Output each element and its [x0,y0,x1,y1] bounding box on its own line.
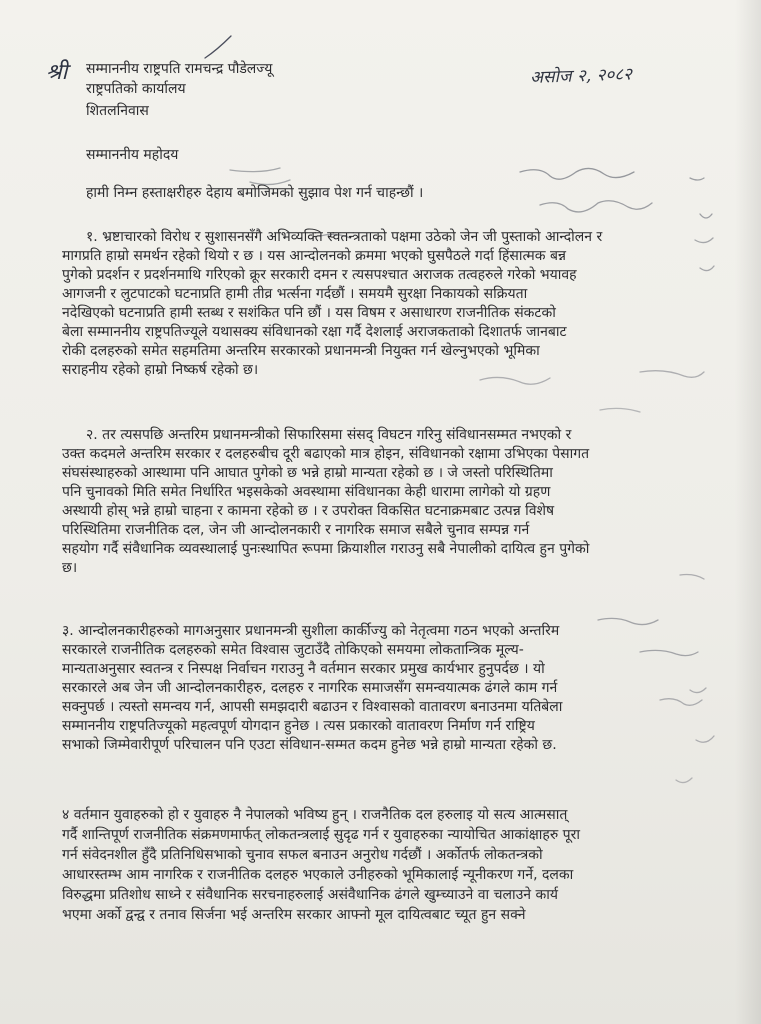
paragraph-line: अस्थायी होस् भन्ने हाम्रो चाहना र कामना रहेको छ । र उपरोक्त विकसित घटनाक्रमबाट उत्पन्न विशेष [62,503,555,519]
paragraph-line: उक्त कदमले अन्तरिम सरकार र दलहरुबीच दूरी बढाएको मात्र होइन, संविधानको रक्षामा उभिएका पेसागत [62,446,590,462]
paragraph-line: सरकारले अब जेन जी आन्दोलनकारीहरु, दलहरु र नागरिक समाजसँग समन्वयात्मक ढंगले काम गर्न [62,680,558,696]
paragraph-line: सरकारले राजनीतिक दलहरुको समेत विश्वास जुटाउँदै तोकिएको समयमा लोकतान्त्रिक मूल्य- [62,642,524,658]
paragraph-line: सराहनीय रहेको हाम्रो निष्कर्ष रहेको छ। [62,362,259,378]
paragraph-line: विरुद्धमा प्रतिशोध साध्ने र संवैधानिक सरचनाहरुलाई असंवैधानिक ढंगले खुम्च्याउने वा चलाउने कार्य [62,887,559,903]
recipient-location: शितलनिवास [86,103,149,119]
paragraph-line: गर्न संवेदनशील हुँदै प्रतिनिधिसभाको चुनाव सफल बनाउन अनुरोध गर्दछौं । अर्कोतर्फ लोकतन्त्रको [62,847,543,863]
letter-date: असोज २, २०८२ [529,64,633,88]
paragraph-line: मान्यताअनुसार स्वतन्त्र र निस्पक्ष निर्वाचन गराउनु नै वर्तमान सरकार प्रमुख कार्यभार हुनुपर्दछ । यो [62,661,545,677]
paragraph-line: ३. आन्दोलनकारीहरुको मागअनुसार प्रधानमन्त्री सुशीला कार्कीज्यु को नेतृत्वमा गठन भएको अन्तरिम [62,623,560,639]
paragraph-line: बेला सम्माननीय राष्ट्रपतिज्यूले यथासक्य संविधानको रक्षा गर्दै देशलाई अराजकताको दिशातर्फ जानबाट [62,324,567,340]
paragraph-line: २. तर त्यसपछि अन्तरिम प्रधानमन्त्रीको सिफारिसमा संसद् विघटन गरिनु संविधानसम्मत नभएको र [86,427,572,443]
handwritten-salutation-mark: श्री [46,60,68,85]
paragraph-line: पनि चुनावको मिति समेत निर्धारित भइसकेको अवस्थामा संविधानका केही धारामा लागेको यो ग्रहण [62,484,551,500]
paragraph-line: १. भ्रष्टाचारको विरोध र सुशासनसँगै अभिव्यक्ति स्वतन्त्रताको पक्षमा उठेको जेन जी पुस्ताको आन्दोलन र [86,229,603,245]
recipient-office: राष्ट्रपतिको कार्यालय [86,81,186,97]
paragraph-line: मागप्रति हाम्रो समर्थन रहेको थियो र छ । यस आन्दोलनको क्रममा भएको घुसपैठले गर्दा हिंसात्मक बन्न [62,248,566,264]
paragraph-line: सहयोग गर्दै संवैधानिक व्यवस्थालाई पुनःस्थापित रूपमा क्रियाशील गराउनु सबै नेपालीको दायित्व हुन पुगेको [62,541,590,557]
recipient-name: सम्माननीय राष्ट्रपति रामचन्द्र पौडेलज्यू [86,61,273,77]
intro-line: हामी निम्न हस्ताक्षरीहरु देहाय बमोजिमको सुझाव पेश गर्न चाहन्छौं । [86,185,424,201]
paragraph-line: भएमा अर्को द्वन्द्व र तनाव सिर्जना भई अन्तरिम सरकार आफ्नो मूल दायित्वबाट च्यूत हुन सक्ने [62,907,526,923]
paragraph-line: छ। [62,560,78,576]
paragraph-line: सभाको जिम्मेवारीपूर्ण परिचालन पनि एउटा संविधान-सम्मत कदम हुनेछ भन्ने हाम्रो मान्यता रहेको छ. [62,737,557,753]
paragraph-line: गर्दै शान्तिपूर्ण राजनीतिक संक्रमणमार्फत् लोकतन्त्रलाई सुदृढ गर्न र युवाहरुका न्यायोचित आकांक्षाहरु पूरा [62,827,580,843]
paragraph-line: आधारस्तम्भ आम नागरिक र राजनीतिक दलहरु भएकाले उनीहरुको भूमिकालाई न्यूनीकरण गर्ने, दलका [62,867,574,883]
paragraph-line: रोकी दलहरुको समेत सहमतिमा अन्तरिम सरकारको प्रधानमन्त्री नियुक्त गर्न खेल्नुभएको भूमिका [62,343,540,359]
paragraph-line: परिस्थितिमा राजनीतिक दल, जेन जी आन्दोलनकारी र नागरिक समाज सबैले चुनाव सम्पन्न गर्न [62,522,530,538]
paragraph-line: सक्नुपर्छ । त्यस्तो समन्वय गर्न, आपसी समझदारी बढाउन र विश्वासको वातावरण बनाउनमा यतिबेला [62,699,563,715]
paragraph-line: ४ वर्तमान युवाहरुको हो र युवाहरु नै नेपालको भविष्य हुन् । राजनैतिक दल हरुलाइ यो सत्य आत्मसात् [62,807,568,823]
page-shadow [735,0,761,1024]
salutation: सम्माननीय महोदय [86,147,179,163]
paragraph-line: नदेखिएको घटनाप्रति हामी स्तब्ध र सशंकित पनि छौं । यस विषम र असाधारण राजनीतिक संकटको [62,305,556,321]
paragraph-line: सम्माननीय राष्ट्रपतिज्यूको महत्वपूर्ण योगदान हुनेछ । त्यस प्रकारको वातावरण निर्माण गर्न राष्ट्रिय [62,718,535,734]
paragraph-line: संघसंस्थाहरुको आस्थामा पनि आघात पुगेको छ भन्ने हाम्रो मान्यता रहेको छ । जे जस्तो परिस्थितिमा [62,465,553,481]
paragraph-line: आगजनी र लुटपाटको घटनाप्रति हामी तीव्र भर्त्सना गर्दछौं । समयमै सुरक्षा निकायको सक्रियता [62,286,528,302]
paragraph-line: पुगेको प्रदर्शन र प्रदर्शनमाथि गरिएको क्रूर सरकारी दमन र त्यसपश्चात अराजक तत्वहरुले गरेको भयावह [62,267,577,283]
